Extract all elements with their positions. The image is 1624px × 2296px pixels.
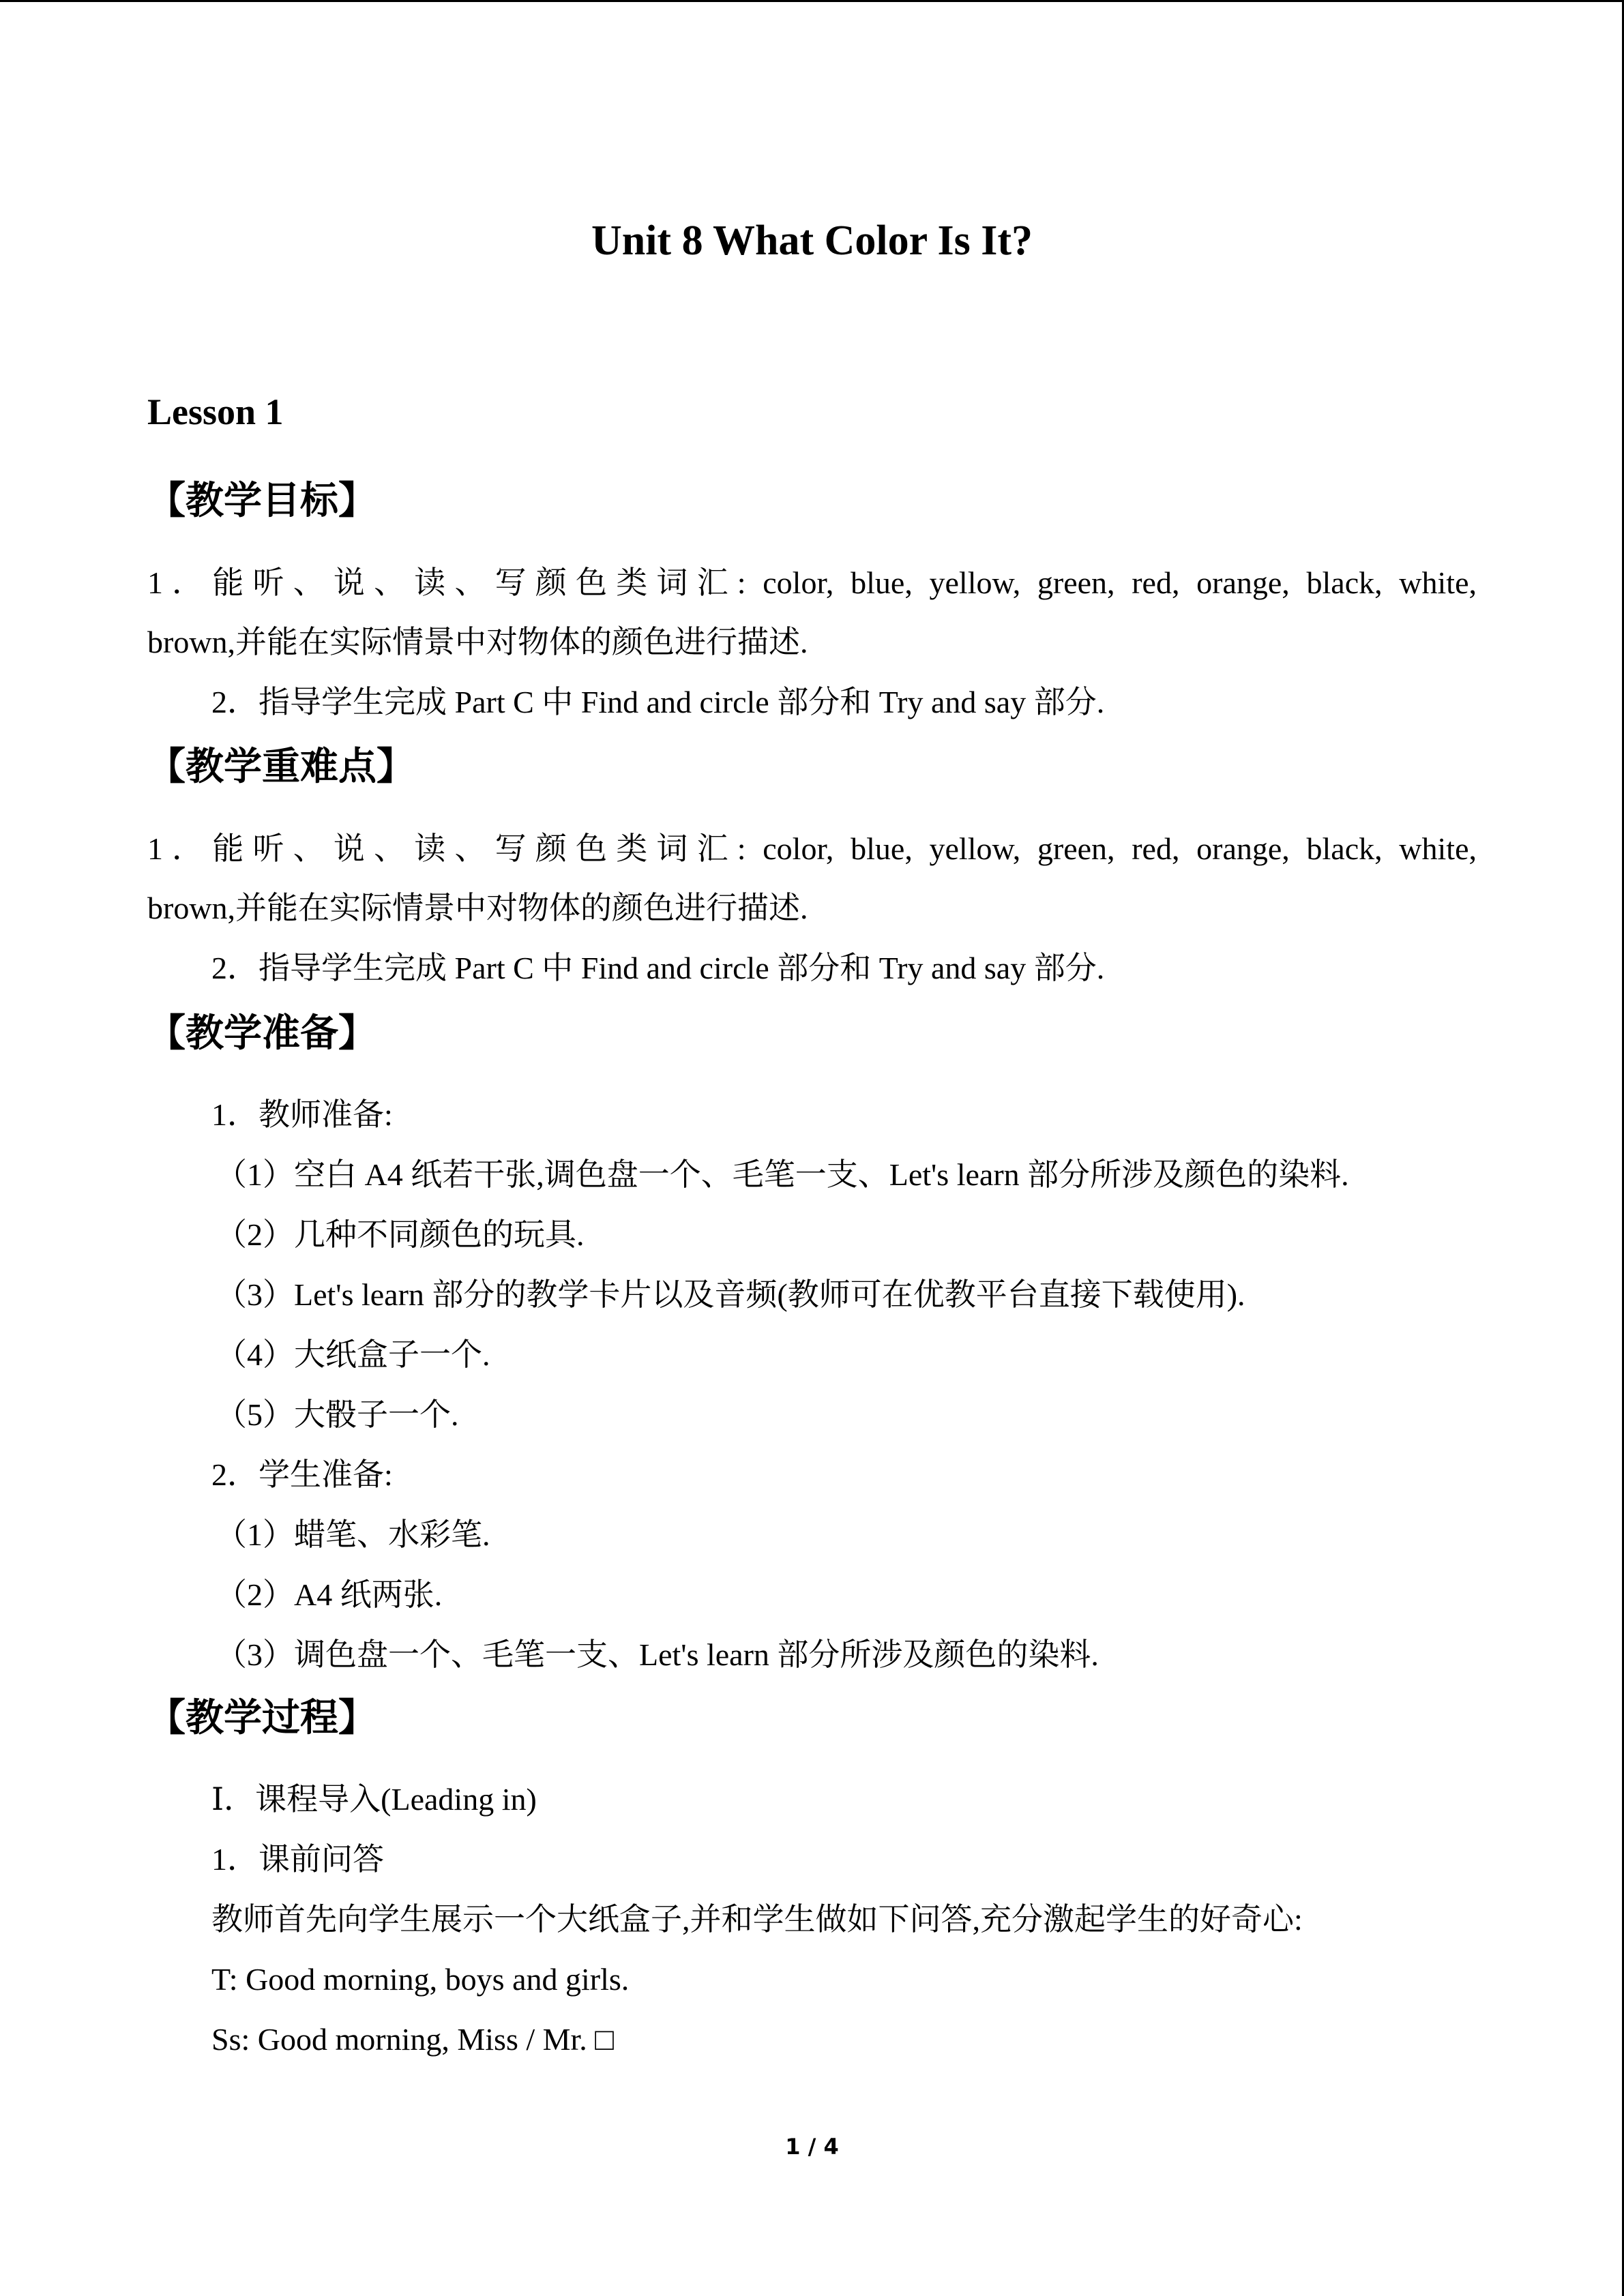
- dialog-line-2: Ss: Good morning, Miss / Mr. □: [211, 2022, 615, 2057]
- section-heading-preparation: 【教学准备】: [147, 1011, 377, 1056]
- teacher-preparation-item-4: （4）大纸盒子一个.: [216, 1337, 490, 1372]
- teacher-preparation-item-2: （2）几种不同颜色的玩具.: [216, 1217, 585, 1252]
- document-title: Unit 8 What Color Is It?: [591, 218, 1033, 264]
- page-number: 1 / 4: [785, 2134, 839, 2160]
- section-heading-key-points: 【教学重难点】: [147, 745, 415, 789]
- objectives-item-1-line-1: 1．能听、说、读、写颜色类词汇: color, blue, yellow, green, red, orange, black, white,: [147, 565, 1477, 600]
- student-preparation-item-1: （1）蜡笔、水彩笔.: [216, 1517, 490, 1552]
- teacher-preparation-item-3: （3）Let's learn 部分的教学卡片以及音频(教师可在优教平台直接下载使用).: [216, 1277, 1245, 1312]
- section-heading-process: 【教学过程】: [147, 1696, 377, 1740]
- key-points-item-1-line-1: 1．能听、说、读、写颜色类词汇: color, blue, yellow, green, red, orange, black, white,: [147, 831, 1477, 866]
- student-preparation-item-2: （2）A4 纸两张.: [216, 1577, 443, 1612]
- objectives-item-1-line-2: brown,并能在实际情景中对物体的颜色进行描述.: [147, 625, 808, 659]
- section-heading-objectives: 【教学目标】: [147, 479, 377, 523]
- process-sub-1: 1．课前问答: [211, 1842, 384, 1877]
- teacher-preparation-item-1: （1）空白 A4 纸若干张,调色盘一个、毛笔一支、Let's learn 部分所涉及颜色的染料.: [216, 1157, 1349, 1192]
- student-preparation-item-3: （3）调色盘一个、毛笔一支、Let's learn 部分所涉及颜色的染料.: [216, 1637, 1099, 1672]
- process-intro: 教师首先向学生展示一个大纸盒子,并和学生做如下问答,充分激起学生的好奇心:: [211, 1902, 1303, 1937]
- teacher-preparation-label: 1．教师准备:: [211, 1097, 393, 1132]
- key-points-item-1-line-2: brown,并能在实际情景中对物体的颜色进行描述.: [147, 891, 808, 925]
- key-points-item-2: 2．指导学生完成 Part C 中 Find and circle 部分和 Try and say 部分.: [211, 951, 1105, 985]
- lesson-heading: Lesson 1: [147, 391, 284, 432]
- student-preparation-label: 2．学生准备:: [211, 1457, 393, 1492]
- objectives-item-2: 2．指导学生完成 Part C 中 Find and circle 部分和 Try and say 部分.: [211, 685, 1105, 719]
- dialog-line-1: T: Good morning, boys and girls.: [211, 1962, 630, 1997]
- teacher-preparation-item-5: （5）大骰子一个.: [216, 1397, 459, 1432]
- process-step-1: Ⅰ．课程导入(Leading in): [211, 1782, 537, 1817]
